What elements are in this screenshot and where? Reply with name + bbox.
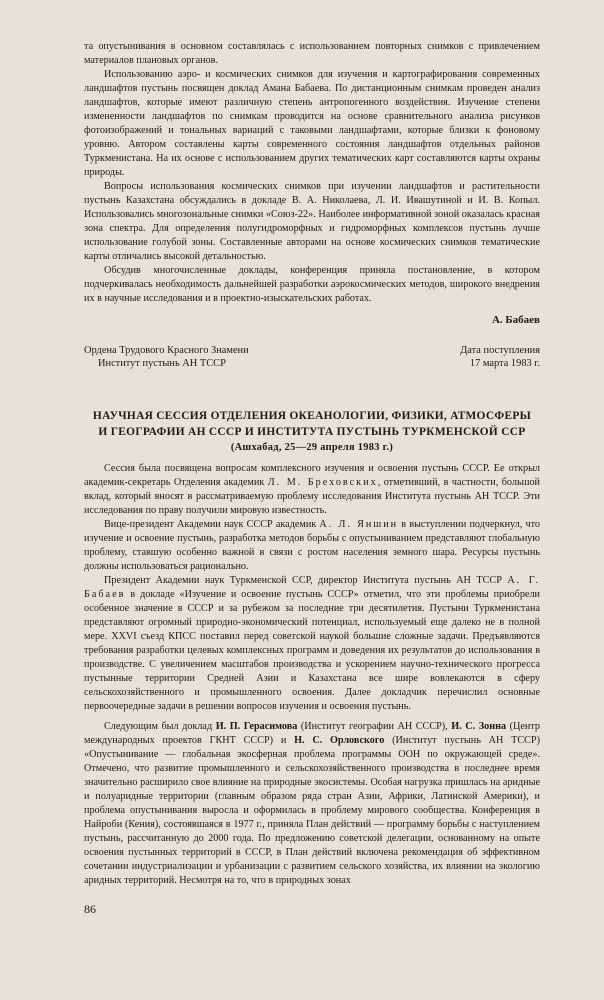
person-name: И. С. Зонна xyxy=(451,721,507,732)
section-title: И ГЕОГРАФИИ АН СССР И ИНСТИТУТА ПУСТЫНЬ ТУРКМЕНСКОЙ ССР xyxy=(98,426,526,438)
section-heading xyxy=(84,408,540,456)
paragraph: Следующим был доклад И. П. Герасимова (Институт географии АН СССР), И. С. Зонна (Центр международных проектов ГКНТ СССР) и Н. С. Орловского (Институт пустынь АН ТССР) «Опустынивание — глобальная экосферная проблема программы ООН по окружающей среде». Отмечено, что развитие промышленного и сельскохозяйственного производства в последнее время значительно расширило свое влияние на природные экосистемы. Особая нагрузка пришлась на аридные и полуаридные территории (главным образом ряда стран Азии, Африки, Латинской Америки), и проблема опустынивания выросла и оформилась в проблему мирового сообщества. Конференция в Найроби (Кения), состоявшаяся в 1977 г., приняла План действий — программу борьбы с наступлением пустынь, рассчитанную до 2000 года. По предложению советской делегации, основанному на опыте освоения пустынных территорий в СССР, в План действий включена рекомендация об эффективном сочетании индустриализации и урбанизации с развитием сельского хозяйства, их влиянии на экологию аридных территорий. Несмотря на то, что в природных зонах xyxy=(84,721,540,886)
signature-block xyxy=(84,344,540,370)
institution xyxy=(84,344,249,370)
paragraph: Сессия была посвящена вопросам комплексного изучения и освоения пустынь СССР. Ее открыл академик-секретарь Отделения академик Л. М. Бреховских, отметивший, в частности, большой вклад, который вносят в рассматриваемую проблему исследования Института пустынь АН ТССР. Эти исследования по праву получили мировую известность. xyxy=(84,463,540,516)
receipt-date xyxy=(460,344,540,370)
page-number: 86 xyxy=(84,902,96,916)
body-section xyxy=(84,462,540,888)
institution-line: Ордена Трудового Красного Знамени xyxy=(84,345,249,356)
author-signature: А. Бабаев xyxy=(491,314,540,326)
person-name: Л. М. Бреховских xyxy=(267,477,378,488)
paragraph: Использованию аэро- и космических снимков для изучения и картографирования современных ландшафтов пустынь посвящен доклад Амана Бабаева. По дистанционным снимкам проведен анализ ландшафтов, которые имеют различную степень антропогенного воздействия. Изучение степени измененности ландшафтов по снимкам проводится на основе сравнительного анализа рисунков фотоизображений и тональных вариаций с таковыми ландшафтами, которые близки к фоновому уровню. Автором составлены карты современного состояния ландшафтов отдельных районов Туркменистана. На их основе с использованием других тематических карт составляются карты охраны природы. xyxy=(84,69,540,178)
date-label: Дата поступления xyxy=(460,345,540,356)
person-name: А. Г. Бабаев xyxy=(84,575,540,600)
paragraph: Обсудив многочисленные доклады, конференция приняла постановление, в котором подчеркивалась необходимость дальнейшей разработки аэрокосмических методов, широкого внедрения их в научные исследования и в проектно-изыскательских работах. xyxy=(84,265,540,304)
section-subtitle: (Ашхабад, 25—29 апреля 1983 г.) xyxy=(230,442,394,453)
person-name: А. Л. Яншин xyxy=(319,519,399,530)
paragraph: Вице-президент Академии наук СССР академик А. Л. Яншин в выступлении подчеркнул, что изучение и освоение пустынь, разработка методов борьбы с опустыниванием представляют глобальную проблему, ставшую особенно важной в связи с ростом населения земного шара. Ресурсы пустынь должны использоваться рационально. xyxy=(84,519,541,572)
date-value: 17 марта 1983 г. xyxy=(469,358,540,369)
institution-line: Институт пустынь АН ТССР xyxy=(98,358,226,369)
top-section xyxy=(84,40,540,370)
paragraph: Президент Академии наук Туркменской ССР, директор Института пустынь АН ТССР А. Г. Бабаев в докладе «Изучение и освоение пустынь СССР» отметил, что эти проблемы приобрели особенное значение в СССР и за рубежом за последние три десятилетия. Пустыни Туркменистана представляют огромный природно-экономический потенциал, используемый еще далеко не в полной мере. XXVI съезд КПСС поставил перед советской наукой большие сложные задачи. Предъявляются требования разработки целевых комплексных программ и доведения их результатов до использования в производстве. С увеличением масштабов производства и ускорением научно-технического прогресса пустынные территории Средней Азии и Казахстана все шире вовлекаются в сферу сельскохозяйственного и промышленного освоения. Далее докладчик перечислил основные первоочередные задачи в решении вопросов изучения и освоения пустынь. xyxy=(84,575,540,712)
paragraph: та опустынивания в основном составлялась с использованием повторных снимков с привлечением материалов плановых органов. xyxy=(84,41,540,66)
section-title: НАУЧНАЯ СЕССИЯ ОТДЕЛЕНИЯ ОКЕАНОЛОГИИ, ФИЗИКИ, АТМОСФЕРЫ xyxy=(92,410,532,422)
paragraph: Вопросы использования космических снимков при изучении ландшафтов и растительности пустынь Казахстана обсуждались в докладе В. А. Николаева, Л. И. Ивашутиной и И. В. Копыл. Использовались многозональные снимки «Союз-22». Наиболее информативной зоной оказалась красная зона спектра. Для определения полугидроморфных и гидроморфных комплексов пустынь лучше использование голубой зоны. Составленные авторами на основе космических снимков тематические карты отличались высокой детальностью. xyxy=(84,181,540,262)
person-name: И. П. Герасимова xyxy=(215,721,298,732)
person-name: Н. С. Орловского xyxy=(294,735,385,746)
